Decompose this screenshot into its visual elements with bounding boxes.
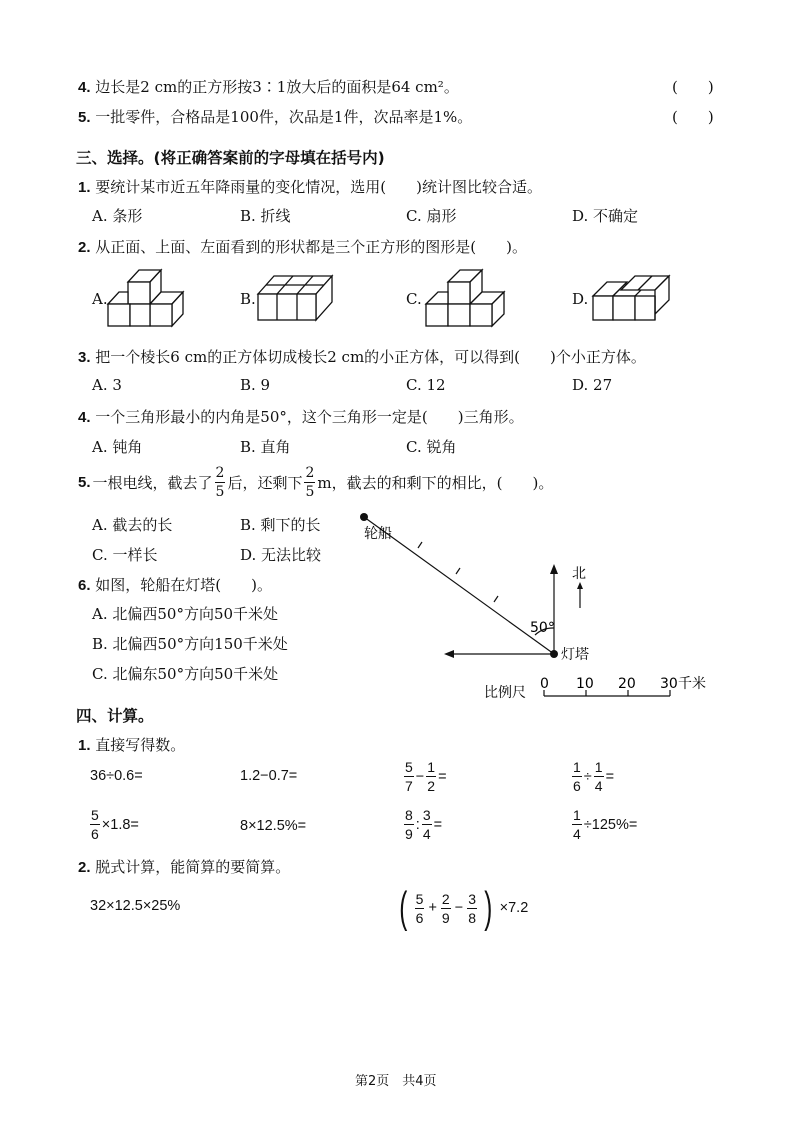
equals: =	[438, 768, 447, 785]
question-number: 4.	[78, 409, 91, 426]
question-text: 边长是2 cm的正方形按3∶1放大后的面积是64 cm²。	[95, 78, 459, 96]
denominator: 4	[422, 826, 431, 842]
option-b: B. 直角	[240, 438, 291, 456]
fraction	[215, 466, 226, 499]
operator: ÷	[583, 768, 592, 785]
denominator: 2	[427, 778, 436, 794]
answer-paren[interactable]: ( )	[672, 78, 714, 96]
numerator: 5	[91, 807, 99, 823]
question-text-a: 一根电线，截去了	[92, 474, 213, 492]
operator: −	[454, 900, 464, 916]
expression-rest: ×1.8=	[101, 816, 139, 833]
scale-tick-10: 10	[576, 676, 594, 692]
cube-figure-d	[590, 270, 680, 326]
option-c-label: C.	[406, 290, 422, 308]
question-text: 一个三角形最小的内角是50°，这个三角形一定是( )三角形。	[95, 408, 524, 426]
calc-item: 1.2−0.7=	[240, 768, 298, 784]
calc-item	[90, 808, 139, 841]
operator: :	[415, 816, 420, 833]
expression-rest: ×7.2	[499, 900, 529, 916]
option-c: C. 锐角	[406, 438, 457, 456]
lighthouse-label: 灯塔	[561, 647, 589, 663]
denominator: 6	[573, 778, 581, 794]
scale-tick-30: 30	[660, 676, 678, 692]
option-b: B. 北偏西50°方向150千米处	[92, 635, 288, 653]
denominator: 4	[594, 778, 603, 794]
option-a: A. 截去的长	[92, 516, 173, 534]
calc-item: 8×12.5%=	[240, 818, 307, 834]
expression-rest: ÷125%=	[583, 816, 638, 833]
section-title: 四、计算。	[76, 707, 154, 725]
calc-item	[572, 808, 637, 841]
option-b: B. 折线	[240, 207, 291, 225]
denominator: 6	[91, 826, 99, 842]
question-number: 3.	[78, 349, 91, 366]
numerator: 2	[441, 890, 450, 907]
mc-q5	[78, 466, 553, 499]
lighthouse-map	[358, 508, 728, 708]
cube-figure-a	[106, 262, 186, 336]
cube-figure-c	[420, 262, 510, 330]
ship-point	[360, 513, 368, 521]
numerator: 3	[468, 890, 476, 907]
question-text: 直接写得数。	[95, 736, 186, 754]
option-c: C. 12	[406, 376, 446, 394]
scale-tick-0: 0	[540, 676, 549, 692]
north-label: 北	[572, 566, 586, 582]
option-d-label: D.	[572, 290, 589, 308]
ship-label: 轮船	[364, 526, 392, 542]
denominator: 7	[405, 778, 413, 794]
question-text: 要统计某市近五年降雨量的变化情况，选用( )统计图比较合适。	[95, 178, 543, 196]
scale-tick-20: 20	[618, 676, 636, 692]
mc-q1	[78, 176, 542, 197]
question-number: 6.	[78, 577, 91, 594]
right-paren: )	[484, 883, 493, 932]
mc-q6	[78, 574, 272, 595]
angle-label: 50°	[530, 620, 555, 636]
fraction	[304, 466, 315, 499]
numerator: 3	[422, 807, 431, 823]
question-number: 5.	[78, 109, 91, 126]
question-text: 脱式计算，能简算的要简算。	[95, 858, 291, 876]
question-text: 把一个棱长6 cm的正方体切成棱长2 cm的小正方体，可以得到( )个小正方体。	[95, 348, 646, 366]
mc-q3	[78, 346, 646, 367]
denominator: 6	[415, 909, 424, 926]
option-a: A. 北偏西50°方向50千米处	[92, 605, 279, 623]
mc-q4	[78, 406, 524, 427]
numerator: 1	[427, 759, 436, 775]
option-d: D. 无法比较	[240, 546, 322, 564]
option-a: A. 条形	[92, 207, 143, 225]
denominator: 5	[215, 484, 225, 500]
calc-item	[404, 760, 447, 793]
option-d: D. 不确定	[572, 207, 639, 225]
question-text-c: m，截去的和剩下的相比，( )。	[317, 474, 554, 492]
calc1-heading	[78, 734, 185, 755]
option-b-label: B.	[240, 290, 256, 308]
section-title: 三、选择。(将正确答案前的字母填在括号内)	[76, 149, 385, 167]
calc2-heading	[78, 856, 290, 877]
mc-q2	[78, 236, 527, 257]
numerator: 1	[594, 759, 603, 775]
answer-paren[interactable]: ( )	[672, 108, 714, 126]
question-number: 4.	[78, 79, 91, 96]
calc-item: 36÷0.6=	[90, 768, 143, 784]
denominator: 4	[573, 826, 581, 842]
denominator: 5	[305, 484, 315, 500]
denominator: 9	[441, 909, 450, 926]
lighthouse-point	[550, 650, 558, 658]
option-c: C. 一样长	[92, 546, 158, 564]
option-b: B. 剩下的长	[240, 516, 321, 534]
numerator: 1	[573, 807, 581, 823]
option-b: B. 9	[240, 376, 271, 394]
numerator: 2	[215, 465, 225, 481]
denominator: 9	[405, 826, 413, 842]
operator: −	[415, 768, 425, 785]
numerator: 1	[573, 759, 581, 775]
scale-label: 比例尺	[484, 685, 526, 701]
left-paren: (	[399, 883, 408, 932]
calc-item	[404, 808, 442, 841]
numerator: 2	[305, 465, 315, 481]
option-a: A. 钝角	[92, 438, 143, 456]
question-number: 1.	[78, 179, 91, 196]
option-d: D. 27	[572, 376, 613, 394]
question-number: 2.	[78, 859, 91, 876]
option-a-label: A.	[92, 290, 108, 308]
equals: =	[433, 816, 443, 833]
equals: =	[605, 768, 615, 785]
numerator: 5	[415, 890, 424, 907]
scale-unit: 千米	[678, 676, 706, 692]
option-c: C. 北偏东50°方向50千米处	[92, 665, 279, 683]
judge-q5	[78, 106, 472, 127]
calc-expression-2	[396, 883, 529, 932]
calc-expression-1: 32×12.5×25%	[90, 898, 181, 914]
question-text: 如图，轮船在灯塔( )。	[95, 576, 273, 594]
question-text: 从正面、上面、左面看到的形状都是三个正方形的图形是( )。	[95, 238, 528, 256]
option-a: A. 3	[92, 376, 122, 394]
question-text: 一批零件，合格品是100件，次品是1件，次品率是1%。	[95, 108, 473, 126]
question-number: 1.	[78, 737, 91, 754]
question-number: 2.	[78, 239, 91, 256]
question-text-b: 后，还剩下	[227, 474, 303, 492]
page-footer: 第2页 共4页	[355, 1074, 437, 1089]
judge-q4	[78, 76, 459, 97]
numerator: 8	[405, 807, 413, 823]
operator: +	[428, 900, 437, 916]
numerator: 5	[405, 759, 413, 775]
denominator: 8	[468, 909, 476, 926]
option-c: C. 扇形	[406, 207, 457, 225]
calc-item	[572, 760, 614, 793]
cube-figure-b	[255, 270, 335, 326]
question-number: 5.	[78, 474, 91, 491]
